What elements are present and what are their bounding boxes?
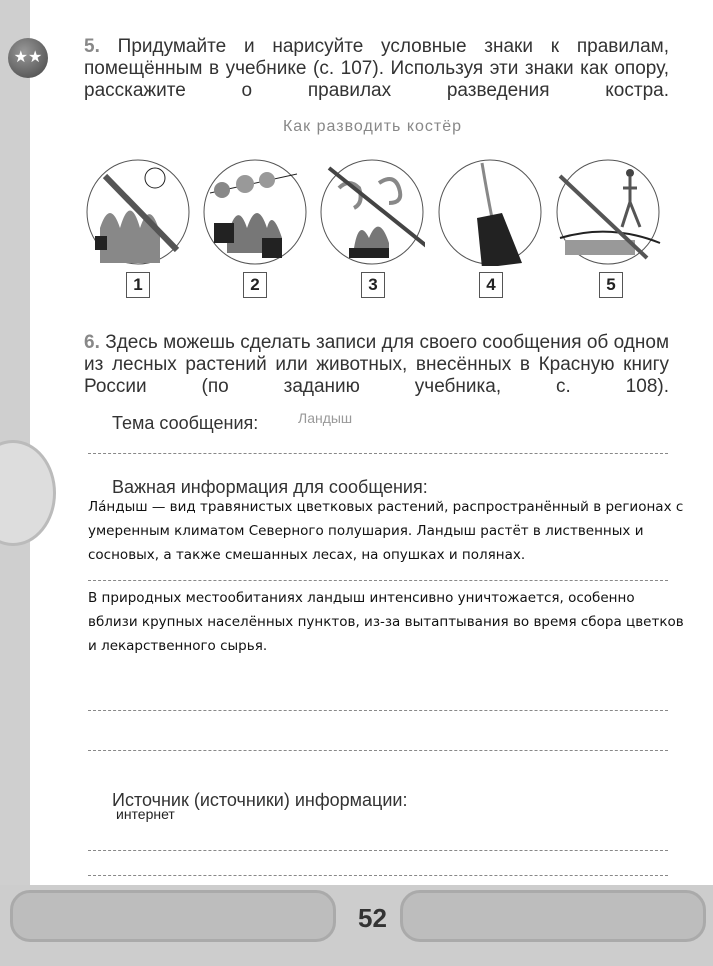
source-value[interactable]: интернет (116, 806, 175, 822)
sign-1-fire-under-tree-crossed-icon (85, 158, 191, 266)
task-5-number: 5. (84, 36, 100, 57)
sign-4-shovel-icon (437, 158, 543, 266)
writing-line (88, 453, 668, 454)
sign-4-number: 4 (479, 272, 503, 298)
writing-line (88, 850, 668, 851)
info-label: Важная информация для сообщения: (112, 477, 428, 497)
sign-5-leaving-fire-crossed-icon (555, 158, 661, 266)
sign-5-number: 5 (599, 272, 623, 298)
sign-2-number: 2 (243, 272, 267, 298)
writing-line (88, 710, 668, 711)
topic-value[interactable]: Ландыш (298, 410, 353, 426)
sign-3-number: 3 (361, 272, 385, 298)
task-5-instructions: Придумайте и нарисуйте условные знаки к правилам, помещённым в учебнике (с. 107). Используя эти знаки как опору, расскажите о правилах разведения костра. (84, 36, 669, 101)
writing-line (88, 875, 668, 876)
task-5-text (84, 36, 669, 102)
signs-title: Как разводить костёр (282, 118, 463, 135)
source-label: Источник (источники) информации: (112, 790, 408, 810)
sign-1-number: 1 (126, 272, 150, 298)
task-6-text (84, 332, 669, 398)
stars-icon: ★★ (8, 38, 48, 78)
writing-line (88, 750, 668, 751)
task-6-instructions: Здесь можешь сделать записи для своего сообщения об одном из лесных растений или животных, внесённых в Красную книгу России (по заданию учебника, с. 108). (84, 332, 670, 397)
writing-line (88, 580, 668, 581)
decorative-circle (0, 440, 56, 546)
info-paragraph-1[interactable]: Ла́ндыш — вид травянистых цветковых растений, распространённый в регионах с умеренным климатом Северного полушария. Ландыш растёт в лиственных и сосновых, а также смешанных лесах, на опушках и полянах. (88, 499, 684, 563)
page-number: 52 (354, 903, 391, 934)
sign-2-fire-under-branches-icon (202, 158, 308, 266)
sign-3-fire-under-trees-crossed-icon (319, 158, 425, 266)
info-paragraph-2[interactable]: В природных местообитаниях ландыш интенсивно уничтожается, особенно вблизи крупных населённых пунктов, из-за вытаптывания во время сбора цветков и лекарственного сырья. (88, 590, 684, 654)
watermark-shape (400, 890, 706, 942)
topic-label: Тема сообщения: (112, 413, 259, 433)
watermark-shape (10, 890, 336, 942)
task-6-number: 6. (84, 332, 100, 353)
